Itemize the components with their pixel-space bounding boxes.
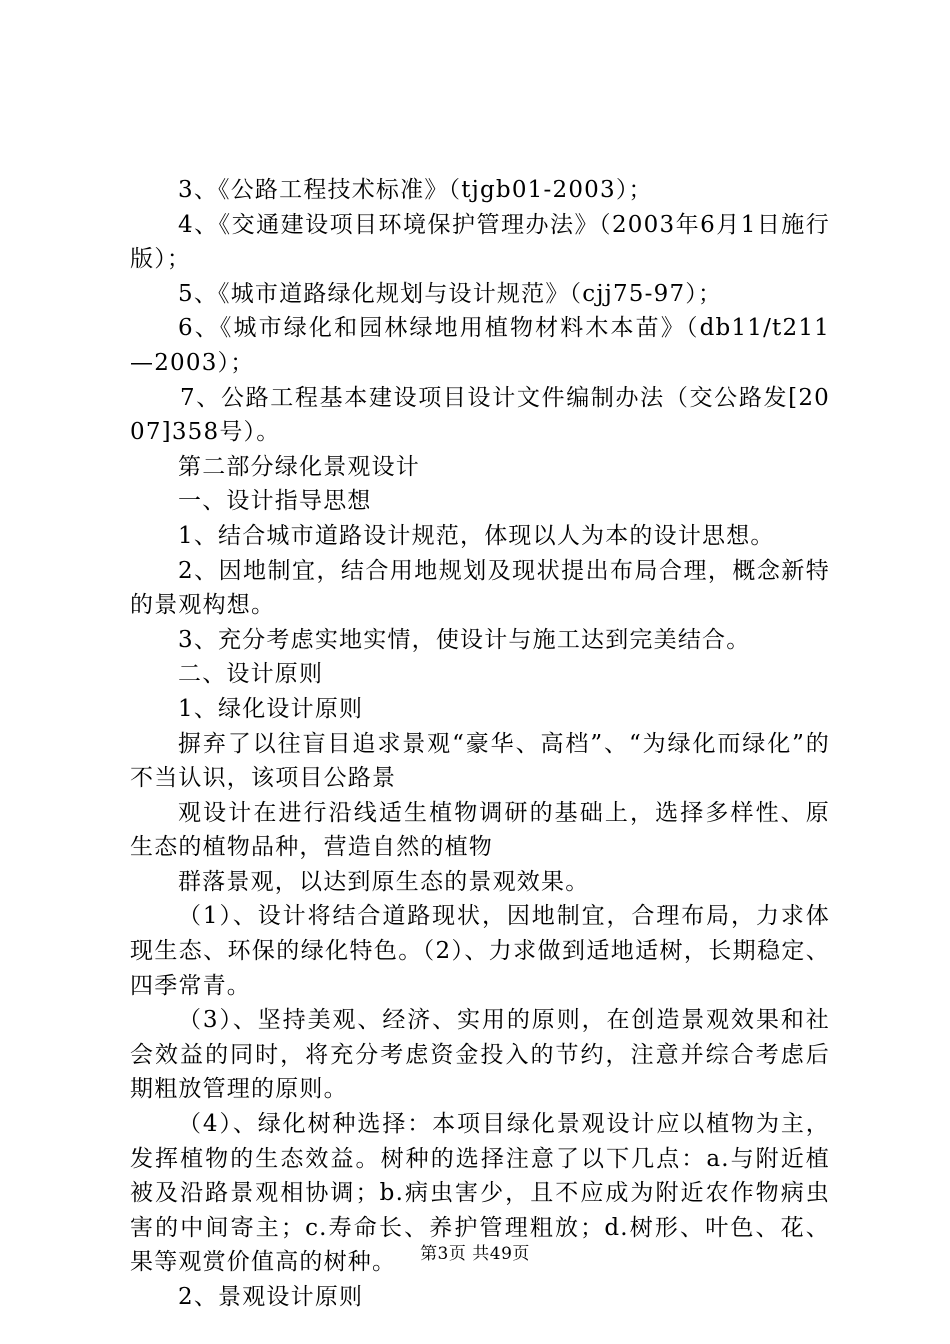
principle-item-1-2: （1）、设计将结合道路现状，因地制宜，合理布局，力求体现生态、环保的绿化特色。（2）、力求做到适地适树，长期稳定、四季常青。 [130, 903, 830, 999]
subheading-design-principles: 二、设计原则 [178, 661, 324, 688]
subheading-design-guidance: 一、设计指导思想 [178, 488, 372, 515]
document-body [130, 173, 830, 1315]
principle-item-4: （4）、绿化树种选择：本项目绿化景观设计应以植物为主，发挥植物的生态效益。树种的选择注意了以下几点：a.与附近植被及沿路景观相协调；b.病虫害少，且不应成为附近农作物病虫害的中间寄主；c.寿命长、养护管理粗放；d.树形、叶色、花、果等观赏价值高的树种。 [130, 1111, 830, 1276]
reference-item-5: 5、《城市道路绿化规划与设计规范》（cjj75-97）； [178, 280, 723, 307]
section-heading-part-two: 第二部分绿化景观设计 [178, 453, 420, 480]
subheading-landscape-principles: 2、景观设计原则 [178, 1284, 364, 1310]
guidance-item-2: 2、因地制宜，结合用地规划及现状提出布局合理，概念新特的景观构想。 [130, 557, 830, 619]
subheading-greening-principles: 1、绿化设计原则 [178, 695, 364, 722]
guidance-item-3: 3、充分考虑实地实情，使设计与施工达到完美结合。 [178, 626, 751, 653]
reference-item-7: 7、公路工程基本建设项目设计文件编制办法（交公路发[2007]358号）。 [130, 384, 830, 446]
principle-item-3: （3）、坚持美观、经济、实用的原则，在创造景观效果和社会效益的同时，将充分考虑资金投入的节约，注意并综合考虑后期粗放管理的原则。 [130, 1007, 830, 1103]
reference-item-3: 3、《公路工程技术标准》（tjgb01-2003）； [178, 177, 653, 203]
page-number-footer: 第3页 共49页 [420, 1244, 530, 1264]
greening-paragraph-2: 观设计在进行沿线适生植物调研的基础上，选择多样性、原生态的植物品种，营造自然的植物 [130, 799, 830, 861]
guidance-item-1: 1、结合城市道路设计规范，体现以人为本的设计思想。 [178, 522, 775, 549]
reference-item-6: 6、《城市绿化和园林绿地用植物材料木本苗》（db11/t211—2003）； [130, 315, 830, 376]
reference-item-4: 4、《交通建设项目环境保护管理办法》（2003年6月1日施行版）； [130, 211, 830, 273]
greening-paragraph-3: 群落景观，以达到原生态的景观效果。 [178, 868, 590, 895]
greening-paragraph-1: 摒弃了以往盲目追求景观“豪华、高档”、“为绿化而绿化”的不当认识，该项目公路景 [130, 730, 830, 792]
